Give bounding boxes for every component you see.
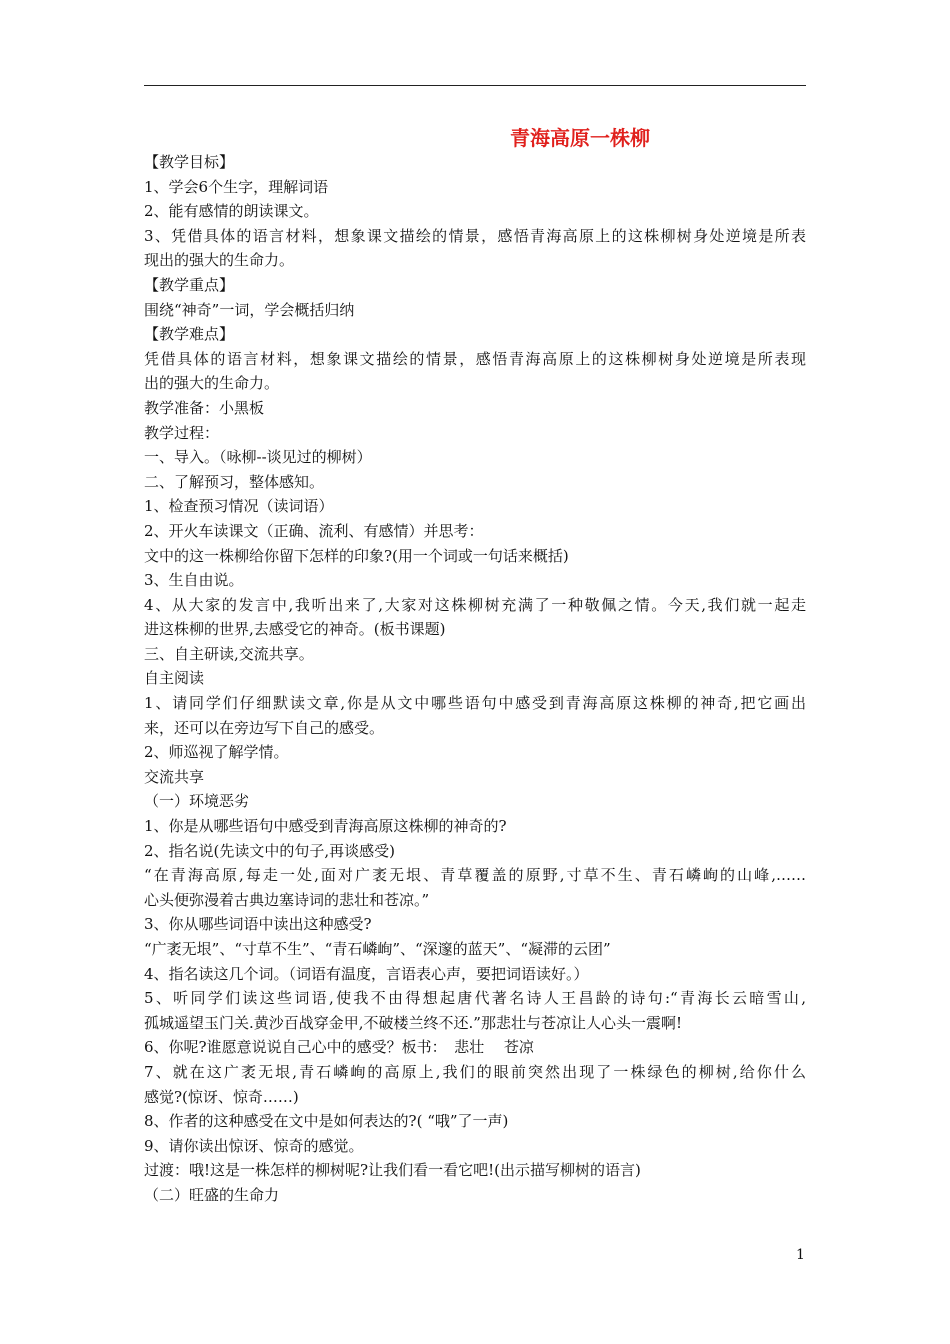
text-line: 6、你呢?谁愿意说说自己心中的感受？板书： 悲壮 苍凉 <box>144 1038 534 1057</box>
text-line: 2、指名说(先读文中的句子,再谈感受) <box>144 841 396 860</box>
text-line: 【教学目标】 <box>144 153 235 171</box>
text-line: 3、凭借具体的语言材料，想象课文描绘的情景，感悟青海高原上的这株柳树身处逆境是所表 <box>144 226 806 245</box>
text-line: 3、生自由说。 <box>144 571 244 590</box>
text-line: 2、能有感情的朗读课文。 <box>144 202 319 221</box>
text-line: 4、从大家的发言中,我听出来了,大家对这株柳树充满了一种敬佩之情。今天,我们就一起走 <box>144 595 806 614</box>
text-line: “广袤无垠”、“寸草不生”、“青石嶙峋”、“深邃的蓝天”、“凝滞的云团” <box>144 940 611 958</box>
text-line: 4、指名读这几个词。（词语有温度，言语表心声，要把词语读好。） <box>144 964 589 983</box>
text-line: 【教学重点】 <box>144 275 235 294</box>
text-line: 凭借具体的语言材料，想象课文描绘的情景，感悟青海高原上的这株柳树身处逆境是所表现 <box>144 349 806 368</box>
text-line: 7、就在这广袤无垠,青石嶙峋的高原上,我们的眼前突然出现了一株绿色的柳树,给你什么 <box>144 1062 806 1081</box>
text-line: 出的强大的生命力。 <box>144 374 280 393</box>
text-line: 自主阅读 <box>144 669 205 688</box>
page-number: 1 <box>796 1247 805 1263</box>
text-line: 1、学会6个生字，理解词语 <box>144 177 329 196</box>
text-line: 二、了解预习，整体感知。 <box>144 472 325 491</box>
text-line: 1、检查预习情况（读词语） <box>144 497 334 516</box>
text-line: 教学准备：小黑板 <box>144 398 265 417</box>
text-line: 来，还可以在旁边写下自己的感受。 <box>144 718 385 737</box>
text-line: 感觉?(惊讶、惊奇……) <box>144 1087 299 1106</box>
text-line: 三、自主研读,交流共享。 <box>144 644 314 663</box>
text-line: （一）环境恶劣 <box>144 792 250 811</box>
text-line: “在青海高原,每走一处,面对广袤无垠、青草覆盖的原野,寸草不生、青石嶙峋的山峰,…… <box>144 866 806 885</box>
text-line: 3、你从哪些词语中读出这种感受? <box>144 915 372 934</box>
header-rule <box>144 85 806 86</box>
document-body <box>144 150 806 1208</box>
text-line: 9、请你读出惊讶、惊奇的感觉。 <box>144 1136 364 1155</box>
text-line: 孤城遥望玉门关.黄沙百战穿金甲,不破楼兰终不还.”那悲壮与苍凉让人心头一震啊! <box>144 1013 683 1032</box>
text-line: 围绕“神奇”一词，学会概括归纳 <box>144 300 355 319</box>
text-line: 交流共享 <box>144 767 205 786</box>
text-line: 过渡：哦!这是一株怎样的柳树呢?让我们看一看它吧!(出示描写柳树的语言) <box>144 1161 641 1180</box>
text-line: 2、师巡视了解学情。 <box>144 743 289 762</box>
text-line: 现出的强大的生命力。 <box>144 251 295 270</box>
text-line: 1、你是从哪些语句中感受到青海高原这株柳的神奇的? <box>144 817 507 836</box>
text-line: 2、开火车读课文（正确、流利、有感情）并思考： <box>144 521 484 540</box>
text-line: 1、请同学们仔细默读文章,你是从文中哪些语句中感受到青海高原这株柳的神奇,把它画出 <box>144 694 806 713</box>
text-line: 教学过程： <box>144 423 220 442</box>
text-line: 文中的这一株柳给你留下怎样的印象?(用一个词或一句话来概括) <box>144 546 569 565</box>
text-line: 进这株柳的世界,去感受它的神奇。(板书课题) <box>144 620 446 639</box>
text-line: 【教学难点】 <box>144 325 235 344</box>
text-line: 8、作者的这种感受在文中是如何表达的?( “哦”了一声) <box>144 1112 509 1131</box>
document-title: 青海高原一株柳 <box>510 126 650 150</box>
text-line: 5、听同学们读这些词语,使我不由得想起唐代著名诗人王昌龄的诗句:“青海长云暗雪山, <box>144 989 806 1008</box>
text-line: 一、导入。（咏柳--谈见过的柳树） <box>144 448 372 467</box>
text-line: 心头便弥漫着古典边塞诗词的悲壮和苍凉。” <box>144 890 430 909</box>
text-line: （二）旺盛的生命力 <box>144 1185 280 1204</box>
